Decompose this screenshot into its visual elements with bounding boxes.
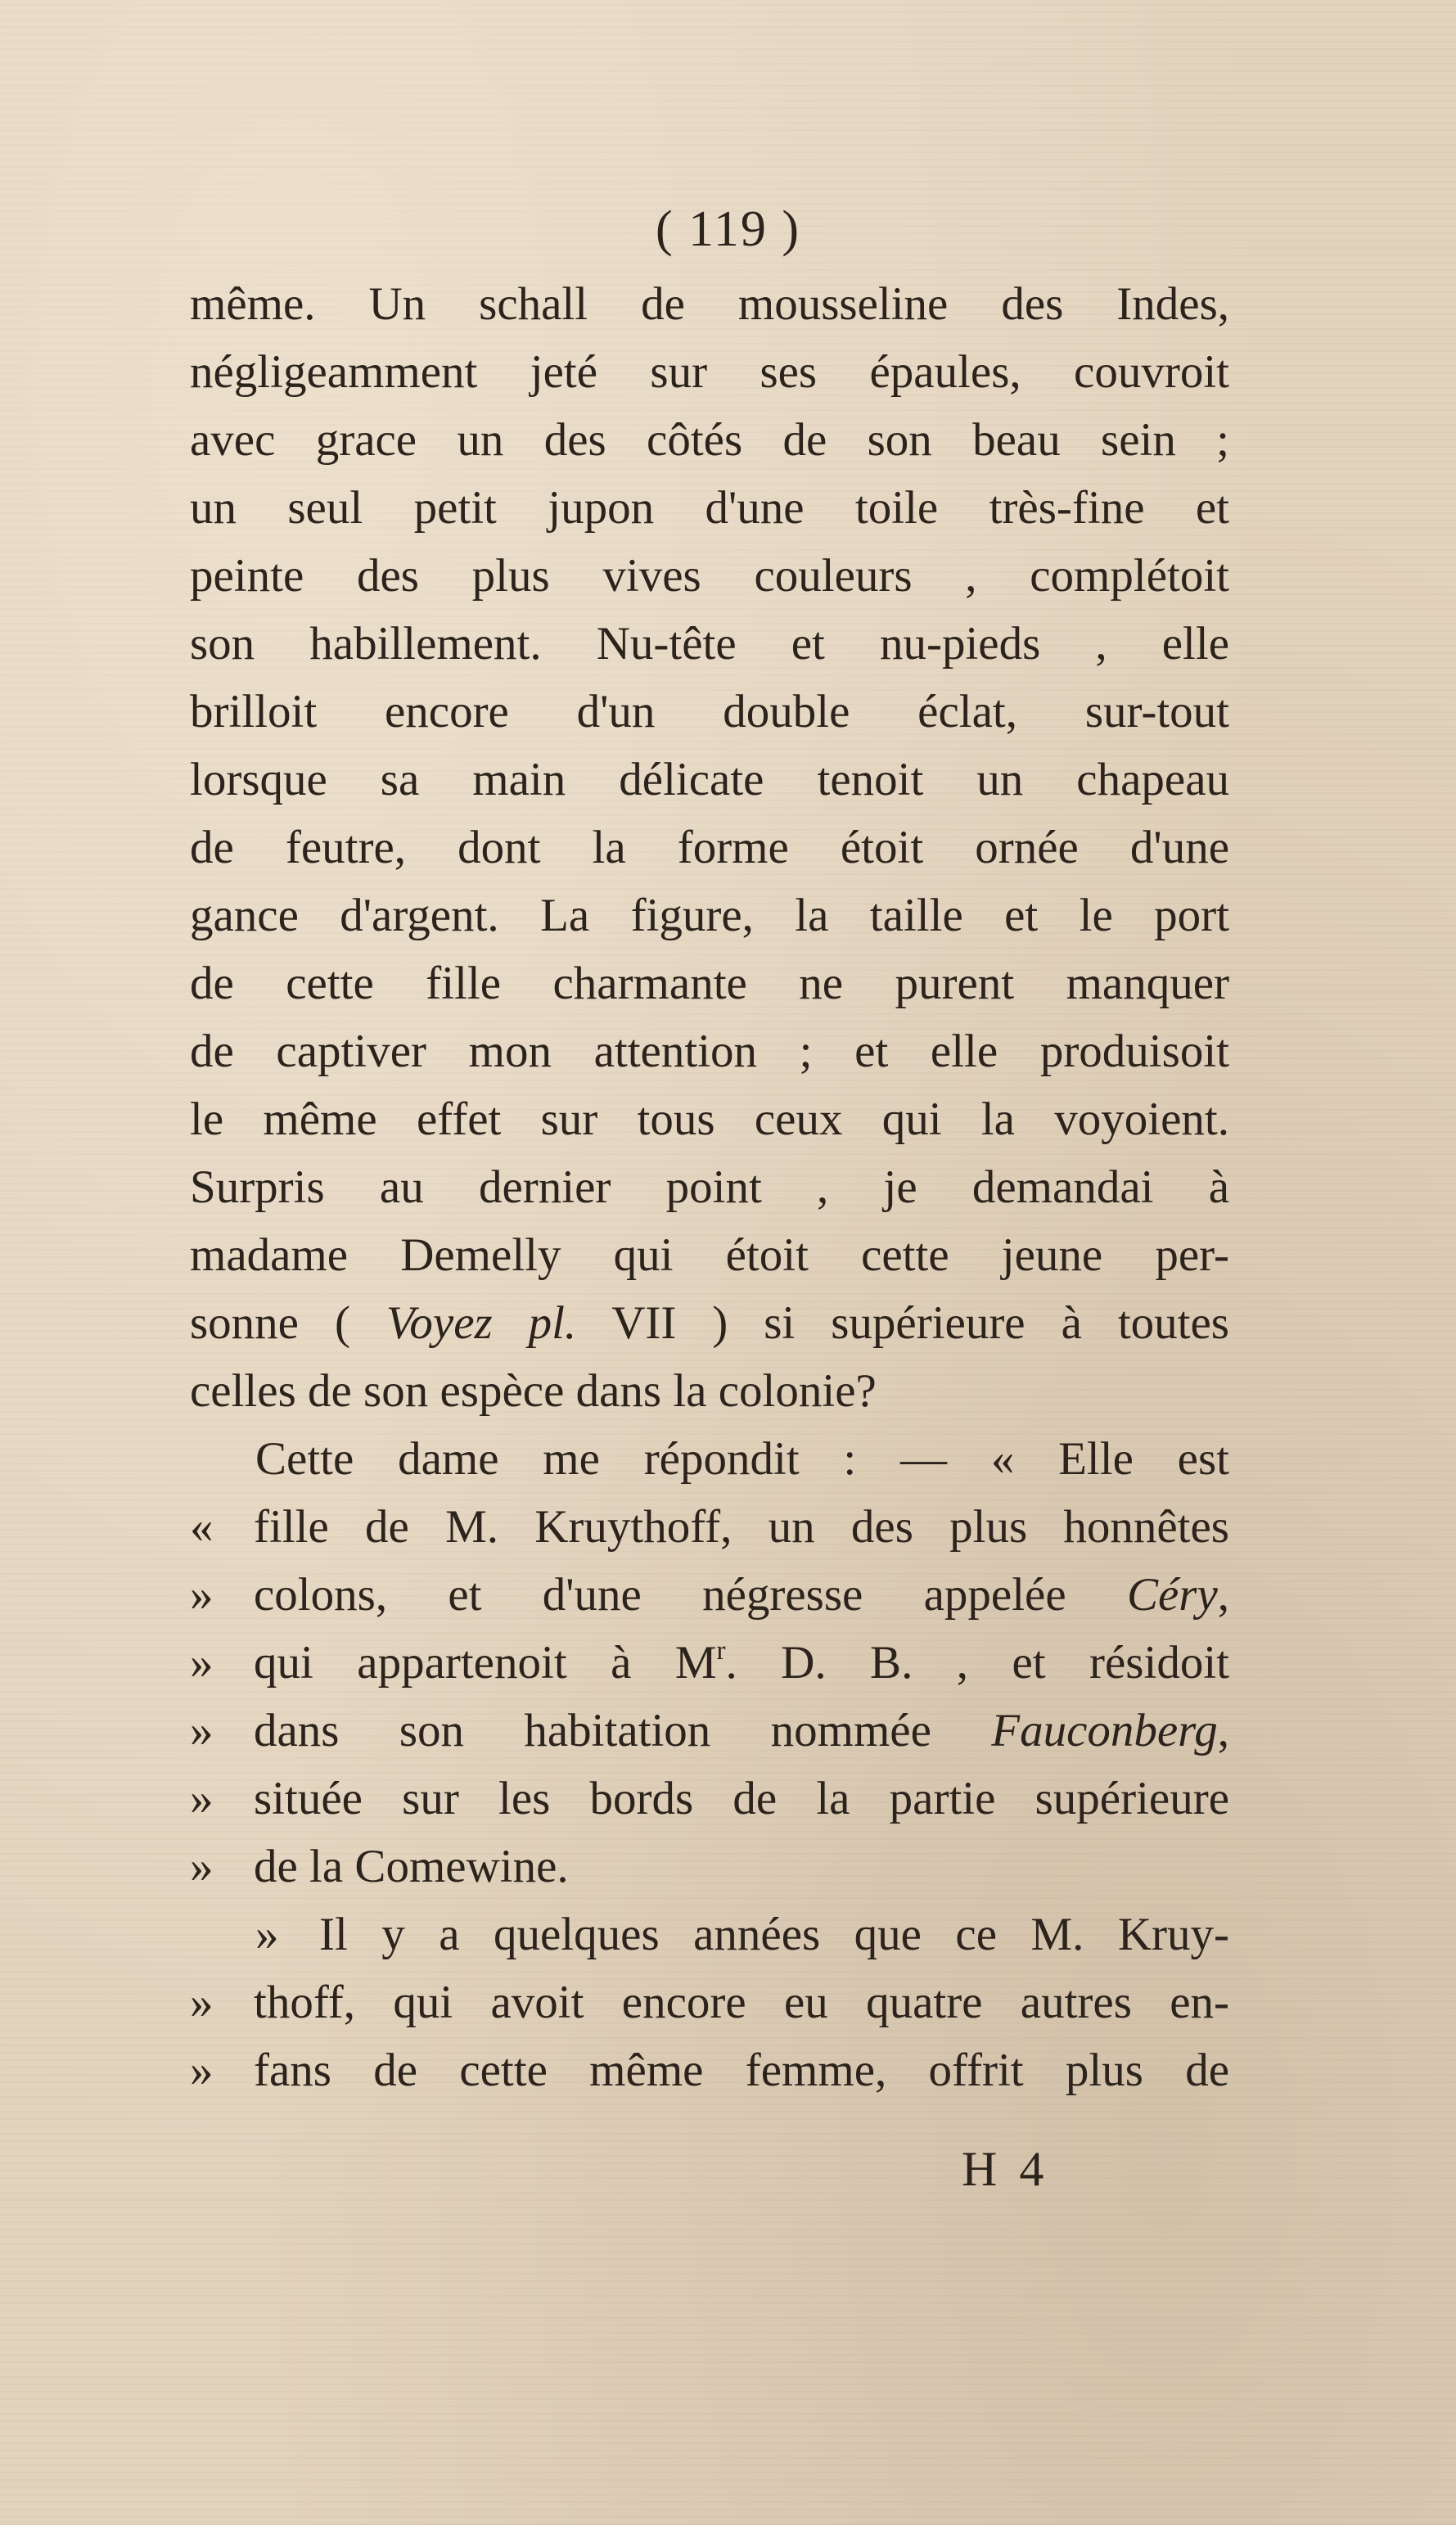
quote-mark: » (190, 1773, 214, 1824)
line-text: un seul petit jupon d'une toile très-fine et (190, 482, 1229, 534)
line-text: brilloit encore d'un double éclat, sur-tout (190, 686, 1229, 737)
text-line (190, 746, 1229, 814)
line-text: fille de M. Kruythoff, un des plus honnêtes (254, 1501, 1229, 1553)
text-line (190, 1561, 1229, 1629)
line-text: dans son habitation nommée (254, 1705, 992, 1756)
line-text: colons, et d'une négresse appelée (254, 1569, 1127, 1621)
text-line (190, 1901, 1229, 1968)
line-text: même. Un schall de mousseline des Indes, (190, 278, 1229, 330)
page-number: ( 119 ) (656, 201, 800, 257)
text-line (190, 1085, 1229, 1153)
text-line (190, 1697, 1229, 1765)
text-line (190, 270, 1229, 338)
line-text: lorsque sa main délicate tenoit un chapeau (190, 754, 1229, 805)
text-line (190, 1153, 1229, 1221)
quote-mark: » (190, 1841, 214, 1892)
line-text: madame Demelly qui étoit cette jeune per- (190, 1229, 1229, 1281)
line-text: Surpris au dernier point , je demandai à (190, 1161, 1229, 1213)
line-text: thoff, qui avoit encore eu quatre autres en- (254, 1977, 1229, 2028)
superscript-text: r (716, 1635, 726, 1666)
quote-mark: » (190, 1569, 214, 1621)
text-line (190, 1629, 1229, 1697)
line-text: négligeamment jeté sur ses épaules, couvroit (190, 346, 1229, 398)
text-line (190, 1357, 1229, 1425)
text-line (190, 949, 1229, 1017)
line-text: de cette fille charmante ne purent manquer (190, 958, 1229, 1009)
text-line (190, 610, 1229, 678)
quote-mark: » (190, 1705, 214, 1756)
text-line (190, 2036, 1229, 2104)
quote-mark: » (190, 1637, 214, 1689)
line-text: , (1217, 1705, 1229, 1756)
line-text: située sur les bords de la partie supérieure (254, 1773, 1229, 1824)
italic-text: Fauconberg (991, 1705, 1218, 1756)
quote-mark: » (190, 1977, 214, 2028)
line-text: peinte des plus vives couleurs , complétoit (190, 550, 1229, 602)
quote-mark: « (190, 1501, 214, 1553)
line-text: VII ) si supérieure à toutes (576, 1297, 1229, 1349)
line-text: son habillement. Nu-tête et nu-pieds , elle (190, 618, 1229, 670)
quote-mark: » (255, 1909, 279, 1960)
line-text: , (1217, 1569, 1229, 1621)
text-line (190, 1765, 1229, 1833)
line-text: de feutre, dont la forme étoit ornée d'une (190, 822, 1229, 873)
text-line (190, 678, 1229, 746)
text-line (190, 1833, 1229, 1901)
text-line (190, 474, 1229, 542)
quote-mark: » (190, 2045, 214, 2096)
text-line (190, 406, 1229, 474)
line-text: Cette dame me répondit : — « Elle est (255, 1433, 1229, 1485)
line-text: avec grace un des côtés de son beau sein ; (190, 414, 1229, 466)
text-line (190, 1425, 1229, 1493)
text-line (190, 1221, 1229, 1289)
text-line (190, 542, 1229, 610)
line-text: celles de son espèce dans la colonie? (190, 1365, 877, 1417)
text-line (190, 1968, 1229, 2036)
line-text: le même effet sur tous ceux qui la voyoient. (190, 1093, 1229, 1145)
italic-text: Céry (1126, 1569, 1218, 1621)
text-line (190, 881, 1229, 949)
line-text: Il y a quelques années que ce M. Kruy- (319, 1909, 1229, 1960)
body-text (190, 270, 1229, 2104)
text-line (190, 1017, 1229, 1085)
line-text: fans de cette même femme, offrit plus de (254, 2045, 1229, 2096)
line-text: de captiver mon attention ; et elle produisoit (190, 1026, 1229, 1077)
line-text: . D. B. , et résidoit (725, 1637, 1229, 1689)
text-line (190, 338, 1229, 406)
line-text: sonne ( (190, 1297, 386, 1349)
line-text: gance d'argent. La figure, la taille et le port (190, 890, 1229, 941)
italic-text: Voyez pl. (385, 1297, 577, 1349)
printer-signature: H 4 (962, 2142, 1049, 2196)
text-line (190, 814, 1229, 881)
text-line (190, 1493, 1229, 1561)
line-text: de la Comewine. (254, 1841, 569, 1892)
text-line (190, 1289, 1229, 1357)
line-text: qui appartenoit à M (254, 1637, 717, 1689)
